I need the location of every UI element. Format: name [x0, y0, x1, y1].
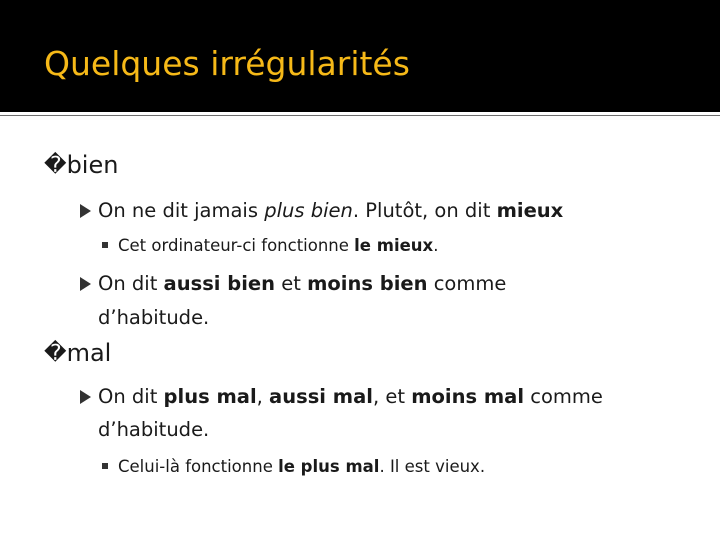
- list-item-continuation: d’habitude.: [98, 306, 210, 329]
- section-heading-mal: �mal: [44, 339, 112, 367]
- list-item-continuation: d’habitude.: [98, 418, 210, 441]
- square-bullet-icon: [102, 463, 108, 469]
- arrow-bullet-icon: [80, 277, 91, 291]
- title-bar: [0, 0, 720, 112]
- list-item: On ne dit jamais plus bien. Plutôt, on dit mieux: [80, 198, 563, 224]
- arrow-bullet-icon: [80, 204, 91, 218]
- sub-list-item: Cet ordinateur-ci fonctionne le mieux.: [102, 235, 438, 257]
- arrow-bullet-icon: [80, 390, 91, 404]
- square-bullet-icon: [102, 242, 108, 248]
- sub-list-item: Celui-là fonctionne le plus mal. Il est vieux.: [102, 456, 485, 478]
- list-item: On dit aussi bien et moins bien comme: [80, 271, 506, 297]
- missing-glyph-icon: �: [44, 341, 67, 366]
- section-heading-bien: �bien: [44, 151, 119, 179]
- list-item: On dit plus mal, aussi mal, et moins mal comme: [80, 384, 603, 410]
- missing-glyph-icon: �: [44, 153, 67, 178]
- slide-title: Quelques irrégularités: [44, 44, 410, 83]
- title-divider: [0, 115, 720, 116]
